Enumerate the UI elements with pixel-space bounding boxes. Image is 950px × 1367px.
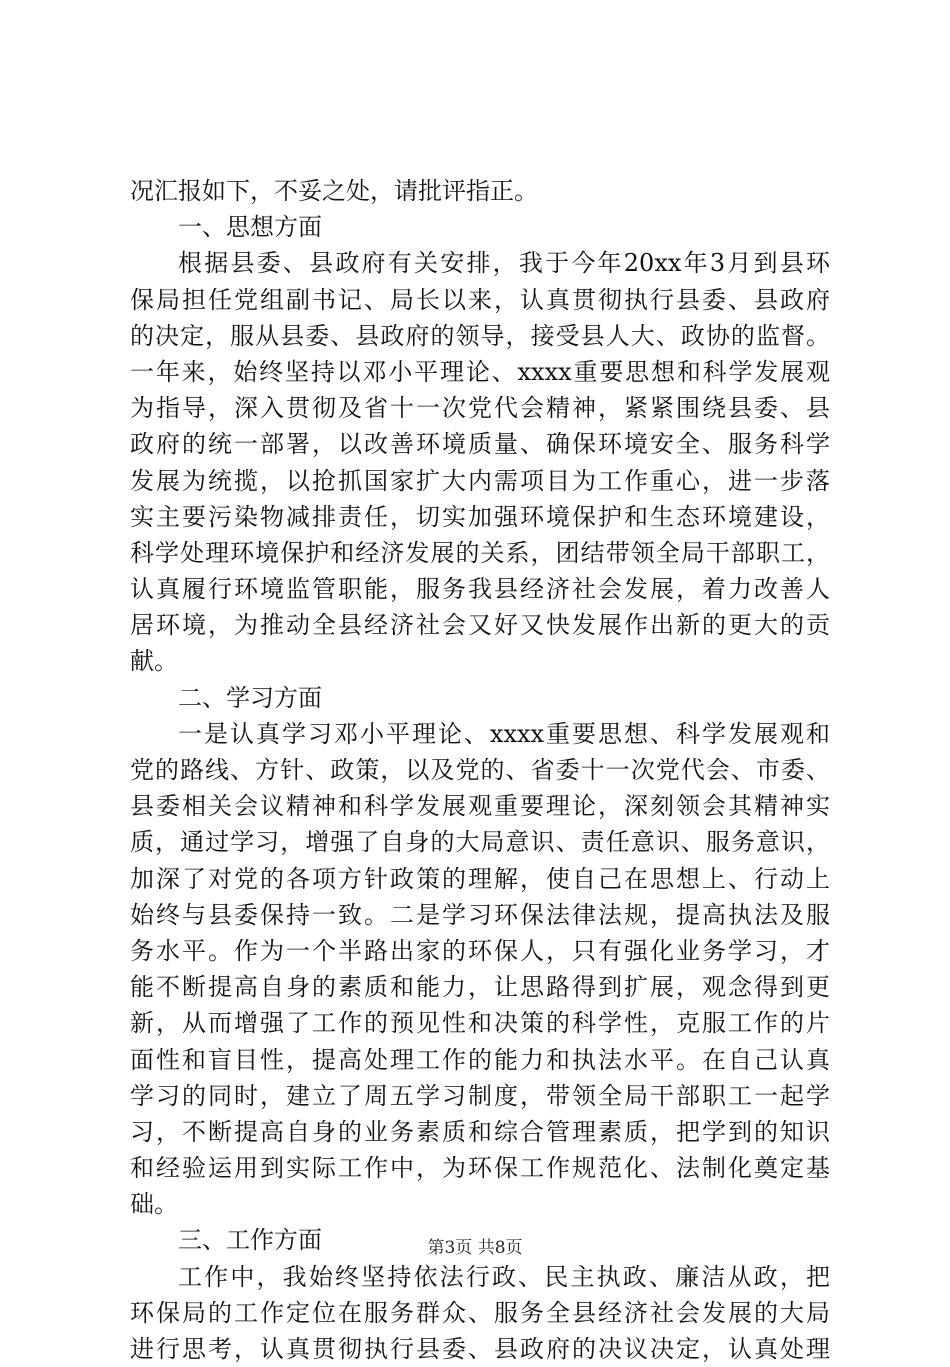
text-line: 一、思想方面 — [178, 213, 322, 242]
text-line: 础。 — [130, 1190, 178, 1219]
text-line: 居环境，为推动全县经济社会又好又快发展作出新的更大的贡 — [130, 611, 830, 640]
text-line: 实主要污染物减排责任，切实加强环境保护和生态环境建设， — [130, 502, 830, 531]
text-line: 县委相关会议精神和科学发展观重要理论，深刻领会其精神实 — [130, 792, 830, 821]
text-line: 环保局的工作定位在服务群众、服务全县经济社会发展的大局 — [130, 1298, 830, 1327]
text-line: 保局担任党组副书记、局长以来，认真贯彻执行县委、县政府 — [130, 285, 830, 314]
document-body — [130, 173, 830, 1367]
text-line: 二、学习方面 — [178, 683, 322, 712]
text-line: 科学处理环境保护和经济发展的关系，团结带领全局干部职工， — [130, 538, 830, 567]
text-line: 质，通过学习，增强了自身的大局意识、责任意识、服务意识， — [130, 828, 830, 857]
text-line: 根据县委、县政府有关安排，我于今年20xx年3月到县环 — [178, 249, 830, 278]
text-line: 一是认真学习邓小平理论、xxxx重要思想、科学发展观和 — [178, 719, 830, 748]
text-line: 能不断提高自身的素质和能力，让思路得到扩展，观念得到更 — [130, 973, 830, 1002]
text-line: 献。 — [130, 647, 178, 676]
text-line: 进行思考，认真贯彻执行县委、县政府的决议决定，认真处理 — [130, 1335, 830, 1363]
text-line: 一年来，始终坚持以邓小平理论、xxxx重要思想和科学发展观 — [130, 357, 830, 386]
text-line: 务水平。作为一个半路出家的环保人，只有强化业务学习，才 — [130, 936, 830, 965]
text-line: 的决定，服从县委、县政府的领导，接受县人大、政协的监督。 — [130, 321, 830, 350]
text-line: 和经验运用到实际工作中，为环保工作规范化、法制化奠定基 — [130, 1154, 830, 1183]
text-line: 始终与县委保持一致。二是学习环保法律法规，提高执法及服 — [130, 900, 830, 929]
text-line: 面性和盲目性，提高处理工作的能力和执法水平。在自己认真 — [130, 1045, 830, 1074]
text-line: 党的路线、方针、政策，以及党的、省委十一次党代会、市委、 — [130, 756, 830, 784]
text-line: 三、工作方面 — [178, 1226, 322, 1255]
page-footer: 第3页 共8页 — [427, 1238, 523, 1258]
text-line: 发展为统揽，以抢抓国家扩大内需项目为工作重心，进一步落 — [130, 466, 830, 495]
text-line: 新，从而增强了工作的预见性和决策的科学性，克服工作的片 — [130, 1009, 830, 1038]
text-line: 政府的统一部署，以改善环境质量、确保环境安全、服务科学 — [130, 430, 830, 459]
text-line: 学习的同时，建立了周五学习制度，带领全局干部职工一起学 — [130, 1081, 830, 1110]
text-line: 况汇报如下，不妥之处，请批评指正。 — [130, 177, 538, 205]
text-line: 加深了对党的各项方针政策的理解，使自己在思想上、行动上 — [130, 864, 830, 893]
text-line: 工作中，我始终坚持依法行政、民主执政、廉洁从政，把 — [178, 1262, 830, 1291]
text-line: 为指导，深入贯彻及省十一次党代会精神，紧紧围绕县委、县 — [130, 394, 830, 423]
text-line: 认真履行环境监管职能，服务我县经济社会发展，着力改善人 — [130, 575, 830, 604]
text-line: 习，不断提高自身的业务素质和综合管理素质，把学到的知识 — [130, 1117, 830, 1146]
